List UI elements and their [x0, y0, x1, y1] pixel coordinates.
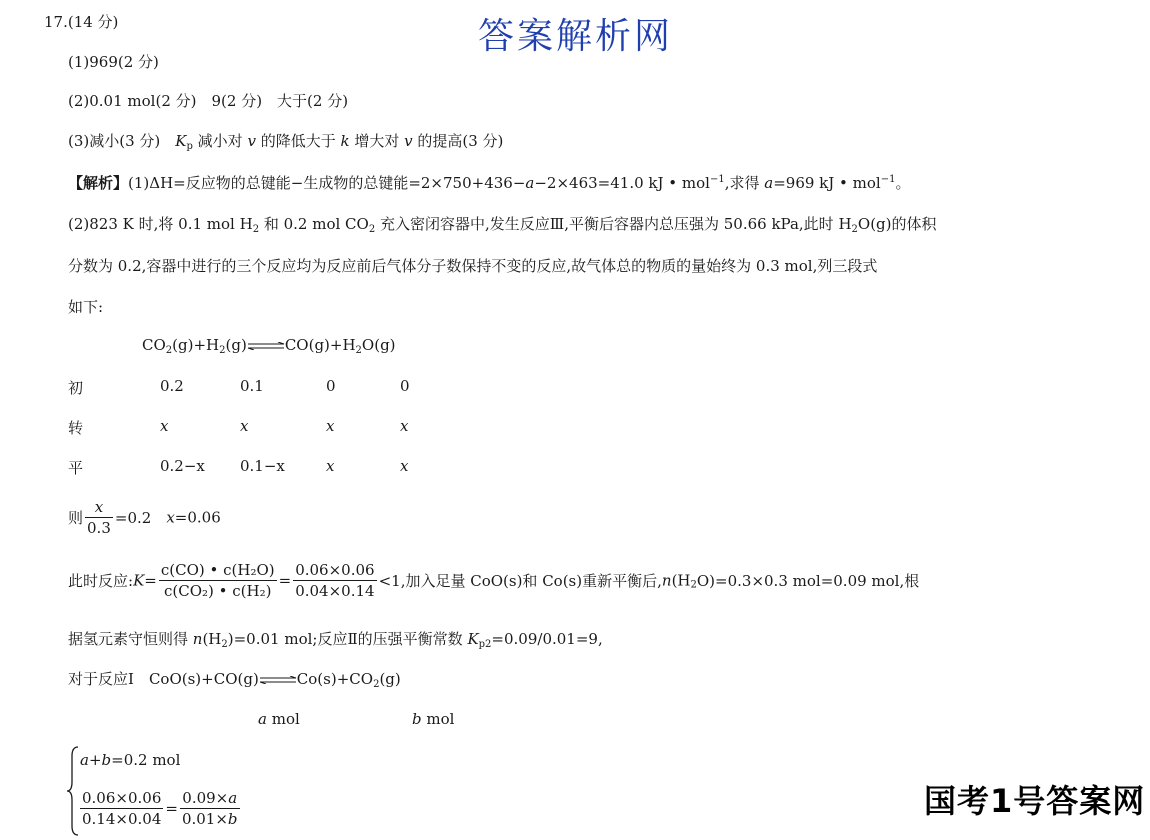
- text: =0.2 mol: [111, 751, 181, 769]
- subscript: 2: [165, 345, 173, 356]
- question-header: 17.(14 分): [44, 13, 119, 31]
- var-a: a: [80, 751, 89, 769]
- text: <1,加入足量 CoO(s)和 Co(s)重新平衡后,: [378, 572, 662, 590]
- denominator: [180, 809, 240, 828]
- text: (H: [202, 630, 222, 648]
- table-cell: x: [326, 417, 335, 435]
- table-row-change-label: 转: [68, 419, 84, 437]
- analysis-part-2-line-1: [68, 213, 937, 235]
- k-calculation-line: [68, 561, 919, 600]
- var-a: a: [258, 710, 267, 728]
- analysis-1-text-c: ,求得: [724, 174, 765, 192]
- var-a: a: [764, 174, 774, 192]
- text: =: [144, 571, 157, 590]
- text: 对于反应Ⅰ: [68, 670, 149, 688]
- text: (2)823 K 时,将 0.1 mol H: [68, 215, 253, 233]
- h2-conservation-line: [68, 628, 603, 650]
- var-b: b: [412, 710, 422, 728]
- numerator: [180, 789, 240, 809]
- text: +: [88, 751, 102, 769]
- analysis-1-text-b: −2×463=41.0 kJ • mol: [534, 174, 710, 192]
- subscript: 2: [252, 224, 260, 235]
- text: =: [278, 571, 292, 590]
- unit: mol: [421, 710, 455, 728]
- text: =: [165, 799, 178, 818]
- text: )=0.01 mol;反应Ⅱ的压强平衡常数: [227, 630, 468, 648]
- text: =0.09/0.01=9,: [491, 630, 603, 648]
- denominator: c(CO₂) • c(H₂): [164, 582, 272, 600]
- analysis-1-end: 。: [895, 174, 911, 192]
- table-cell: 0.2−x: [160, 457, 205, 475]
- table-cell: x: [400, 457, 409, 475]
- answer-3-mid2: 的降低大于: [255, 132, 341, 150]
- text: O(g): [361, 336, 396, 354]
- table-cell: x: [326, 457, 335, 475]
- text: CoO(s)+CO(g): [148, 670, 259, 688]
- system-equation-1: [80, 751, 180, 769]
- equilibrium-arrow-icon: [247, 342, 285, 350]
- v-symbol-2: v: [404, 132, 413, 150]
- unit: mol: [266, 710, 300, 728]
- text: Co(s)+CO: [296, 670, 374, 688]
- table-cell: 0.1: [240, 377, 264, 395]
- var-x: x: [166, 508, 175, 527]
- denominator: 0.04×0.14: [295, 582, 375, 600]
- k-symbol: k: [340, 132, 350, 150]
- text: 此时反应:: [68, 572, 134, 590]
- amount-a: [258, 710, 300, 728]
- fraction-right: [180, 789, 240, 828]
- equilibrium-arrow-icon: [259, 676, 297, 684]
- analysis-part-2-line-3: 如下:: [68, 298, 104, 316]
- watermark-top: 答案解析网: [478, 16, 674, 57]
- text: 和 0.2 mol CO: [259, 215, 369, 233]
- text: 据氢元素守恒则得: [68, 630, 193, 648]
- watermark-bottom: 国考1号答案网: [924, 782, 1146, 820]
- amount-b: [412, 710, 454, 728]
- text: (g)+H: [172, 336, 220, 354]
- table-row-equilibrium-label: 平: [68, 459, 84, 477]
- kp-subscript: p: [186, 141, 193, 152]
- text: O(g)的体积: [857, 215, 937, 233]
- fraction-left: [80, 789, 163, 828]
- denominator: 0.3: [87, 519, 111, 537]
- numerator: 0.06×0.06: [82, 789, 162, 807]
- text: =0.2: [114, 509, 167, 527]
- subscript: 2: [851, 224, 858, 235]
- answer-3-end: 的提高(3 分): [412, 132, 504, 150]
- superscript: −1: [880, 174, 896, 185]
- subscript: 2: [355, 345, 362, 356]
- table-cell: 0.1−x: [240, 457, 285, 475]
- table-row-initial-label: 初: [68, 379, 84, 397]
- fraction-x-over-0.3: [85, 498, 113, 537]
- answer-3-mid1: 减小对: [192, 132, 248, 150]
- text: =0.06: [174, 508, 221, 527]
- subscript: p2: [478, 639, 492, 650]
- system-equation-2: [78, 789, 242, 828]
- k-symbol: K: [133, 571, 145, 590]
- analysis-1-text-d: =969 kJ • mol: [773, 174, 881, 192]
- analysis-part-1: [68, 172, 910, 193]
- var-b: b: [227, 810, 238, 828]
- reaction-1-equation: [68, 668, 401, 690]
- v-symbol-1: v: [247, 132, 256, 150]
- text: (H: [671, 571, 691, 590]
- answer-1: (1)969(2 分): [68, 53, 159, 71]
- var-a: a: [228, 789, 238, 807]
- kp-symbol: K: [175, 132, 187, 150]
- denominator: 0.14×0.04: [82, 810, 162, 828]
- k-symbol: K: [467, 630, 479, 648]
- var-a: a: [525, 174, 535, 192]
- text: CO: [142, 336, 166, 354]
- text: 则: [68, 509, 84, 527]
- text: 0.09×: [182, 789, 229, 807]
- subscript: 2: [219, 345, 226, 356]
- var-n: n: [661, 571, 672, 590]
- table-cell: 0: [326, 377, 336, 395]
- analysis-label: 【解析】: [68, 174, 129, 192]
- numerator: 0.06×0.06: [295, 561, 375, 579]
- table-cell: x: [160, 417, 169, 435]
- text: O)=0.3×0.3 mol=0.09 mol,根: [696, 572, 920, 590]
- fraction-k-expression: [159, 561, 277, 600]
- analysis-1-text-a: (1)ΔH=反应物的总键能−生成物的总键能=2×750+436−: [128, 174, 526, 192]
- numerator: x: [85, 498, 113, 518]
- table-cell: 0: [400, 377, 410, 395]
- answer-3-pre: (3)减小(3 分): [68, 132, 176, 150]
- var-b: b: [101, 751, 112, 769]
- subscript: 2: [373, 679, 380, 690]
- table-cell: x: [240, 417, 249, 435]
- text: (g): [225, 336, 247, 354]
- text: 充入密闭容器中,发生反应Ⅲ,平衡后容器内总压强为 50.66 kPa,此时 H: [375, 215, 852, 233]
- table-cell: x: [400, 417, 409, 435]
- table-cell: 0.2: [160, 377, 184, 395]
- subscript: 2: [221, 639, 228, 650]
- text: CO(g)+H: [284, 336, 356, 354]
- text: (g): [379, 670, 401, 688]
- answer-2: (2)0.01 mol(2 分) 9(2 分) 大于(2 分): [68, 92, 349, 110]
- numerator: c(CO) • c(H₂O): [160, 561, 275, 579]
- reaction-3-equation: [142, 336, 396, 356]
- text: 0.01×: [181, 810, 228, 828]
- fraction-k-values: [293, 561, 376, 600]
- analysis-part-2-line-2: 分数为 0.2,容器中进行的三个反应均为反应前后气体分子数保持不变的反应,故气体总的物质的量始终为 0.3 mol,列三段式: [68, 257, 878, 275]
- var-n: n: [192, 630, 203, 648]
- subscript: 2: [690, 579, 697, 591]
- answer-3: [68, 130, 503, 152]
- superscript: −1: [709, 174, 725, 185]
- subscript: 2: [368, 224, 376, 235]
- ze-line: [68, 498, 221, 537]
- answer-3-mid3: 增大对: [349, 132, 405, 150]
